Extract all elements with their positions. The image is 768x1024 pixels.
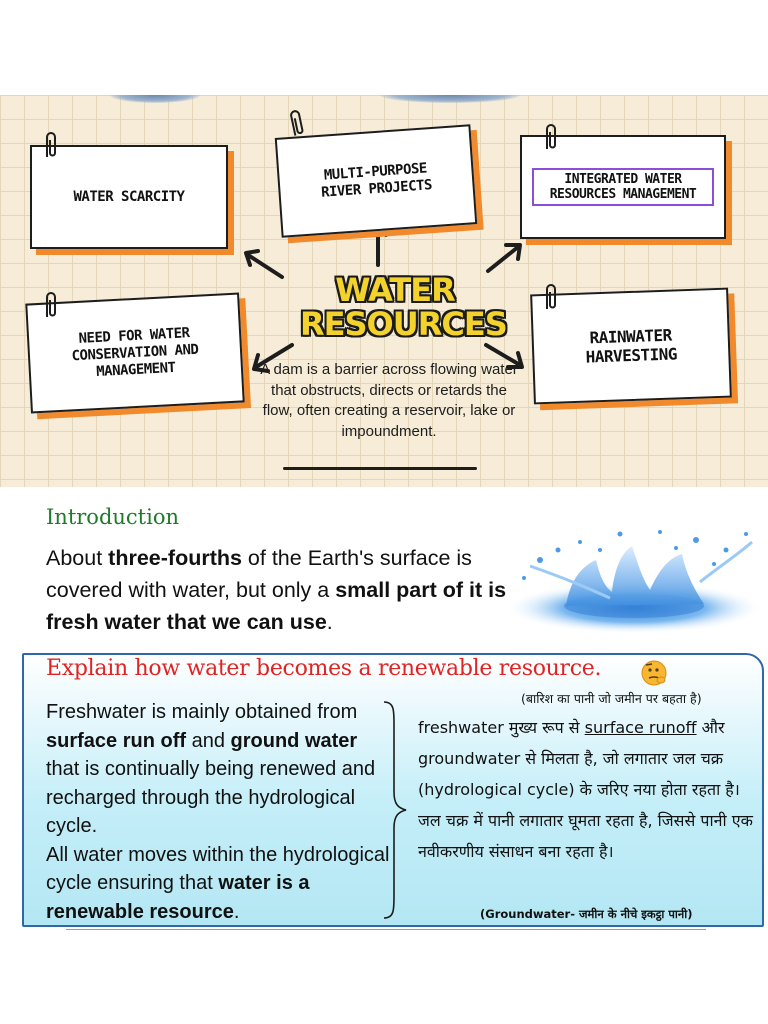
water-resources-infographic bbox=[0, 95, 768, 487]
answer-bold: water is a renewable resource bbox=[46, 872, 310, 923]
paperclip-icon bbox=[544, 283, 558, 313]
answer-text: . bbox=[233, 900, 240, 923]
card-label: NEED FOR WATER CONSERVATION AND MANAGEMENT bbox=[25, 292, 244, 413]
thinking-emoji-icon bbox=[640, 657, 670, 687]
card-label: MULTI-PURPOSE RIVER PROJECTS bbox=[275, 124, 477, 237]
answer-text: freshwater मुख्य रूप से bbox=[418, 718, 585, 737]
divider-line bbox=[66, 929, 706, 930]
intro-bold: small part of it is fresh water that we can use bbox=[46, 578, 507, 634]
water-splash-illustration bbox=[500, 520, 768, 640]
arrow-icon bbox=[248, 255, 282, 277]
card-rainwater-harvesting bbox=[530, 288, 732, 405]
hindi-note-groundwater: (Groundwater- जमीन के नीचे इकट्ठा पानी) bbox=[480, 907, 693, 921]
card-label: INTEGRATED WATER RESOURCES MANAGEMENT bbox=[532, 168, 714, 206]
answer-text: that is continually being renewed and recharged through the hydrological cycle. bbox=[46, 758, 376, 837]
paperclip-icon bbox=[44, 291, 58, 321]
answer-bold: ground water bbox=[230, 729, 358, 752]
english-answer bbox=[46, 698, 391, 926]
intro-text: of the Earth's surface is covered with water, but only a bbox=[46, 546, 472, 602]
decorative-underline bbox=[283, 467, 477, 470]
dam-definition: A dam is a barrier across flowing water that obstructs, directs or retards the flow, often creating a reservoir, lake or impoundment. bbox=[260, 361, 518, 440]
paperclip-icon bbox=[544, 123, 558, 153]
answer-bold: surface run off bbox=[46, 729, 187, 752]
introduction-heading: Introduction bbox=[46, 505, 179, 529]
answer-text: Freshwater is mainly obtained from bbox=[46, 701, 358, 723]
card-multi-purpose-river-projects bbox=[275, 124, 477, 237]
card-label: RAINWATER HARVESTING bbox=[530, 288, 732, 405]
explain-question: Explain how water becomes a renewable resource. bbox=[46, 656, 602, 681]
card-need-for-water-conservation bbox=[25, 292, 244, 413]
water-resources-title: WATER RESOURCES bbox=[300, 271, 507, 343]
intro-text: About bbox=[46, 546, 109, 570]
answer-text: and bbox=[186, 729, 231, 752]
card-water-scarcity bbox=[30, 145, 228, 249]
intro-text: . bbox=[326, 610, 333, 634]
card-label: WATER SCARCITY bbox=[30, 145, 228, 249]
answer-text: और groundwater से मिलता है, जो लगातार जल चक्र (hydrological cycle) के जरिए नया होता रहता है। जल चक्र में पानी लगातार घूमता रहता है, जिससे पानी एक नवीकरणीय संसाधन बना रहता है। bbox=[418, 718, 753, 861]
intro-bold: three-fourths bbox=[108, 546, 242, 570]
arrow-icon bbox=[488, 247, 518, 271]
hindi-note-surface-runoff: (बारिश का पानी जो जमीन पर बहता है) bbox=[521, 691, 702, 706]
answer-underlined: surface runoff bbox=[584, 718, 697, 737]
introduction-paragraph bbox=[46, 542, 536, 638]
curly-brace bbox=[380, 700, 410, 920]
paperclip-icon bbox=[44, 131, 58, 161]
answer-text: All water moves within the hydrological cycle ensuring that bbox=[46, 843, 390, 894]
hindi-answer bbox=[418, 712, 758, 867]
